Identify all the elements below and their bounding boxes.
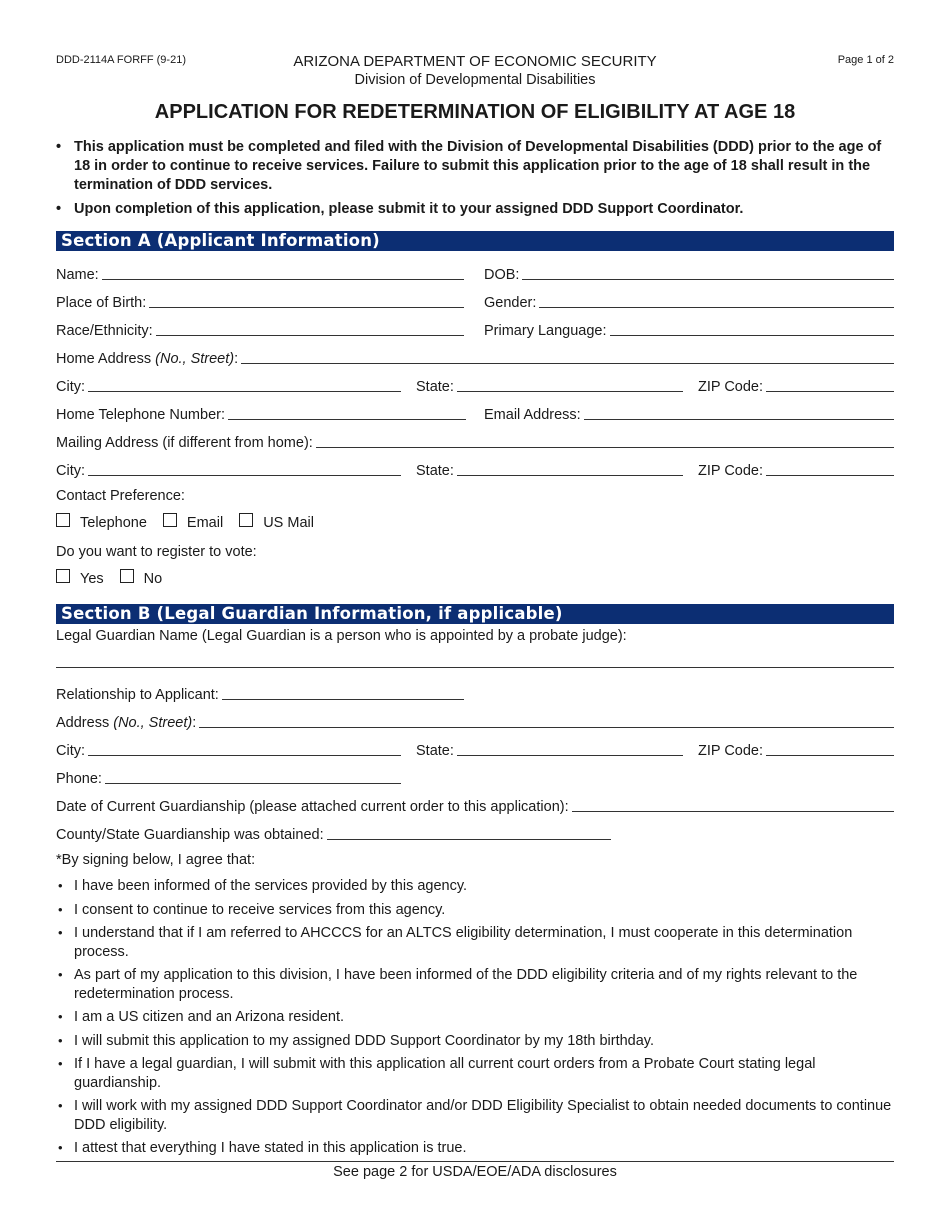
usmail-option-label: US Mail xyxy=(263,515,314,531)
agreement-item: • If I have a legal guardian, I will submit with this application all current court orders from a Probate Court stating legal guardianship. xyxy=(56,1055,894,1092)
state-label: State: xyxy=(416,379,454,395)
guardian-phone-line[interactable] xyxy=(105,769,401,784)
contact-usmail-option[interactable] xyxy=(239,515,314,531)
mailing-address-line[interactable] xyxy=(316,433,894,448)
zip-field[interactable] xyxy=(698,374,894,396)
city-label: City: xyxy=(56,379,85,395)
email-line[interactable] xyxy=(584,405,894,420)
agreement-item: • I will work with my assigned DDD Support Coordinator and/or DDD Eligibility Specialist to obtain needed documents to continue DDD eligibility. xyxy=(56,1097,894,1134)
name-label: Name: xyxy=(56,267,99,283)
mailing-city-label: City: xyxy=(56,463,85,479)
name-field[interactable] xyxy=(56,262,464,284)
race-field[interactable] xyxy=(56,318,464,340)
home-phone-line[interactable] xyxy=(228,405,466,420)
guardian-address-field[interactable] xyxy=(56,710,894,732)
home-address-line[interactable] xyxy=(241,349,894,364)
relationship-line[interactable] xyxy=(222,685,464,700)
home-phone-field[interactable] xyxy=(56,402,466,424)
mailing-zip-field[interactable] xyxy=(698,458,894,480)
form-code: DDD-2114A FORFF (9-21) xyxy=(56,54,186,66)
vote-yes-checkbox[interactable] xyxy=(56,569,70,583)
row-mailing-city-state-zip xyxy=(56,458,894,480)
row-city-state-zip xyxy=(56,374,894,396)
race-line[interactable] xyxy=(156,321,464,336)
intro-bullet: • Upon completion of this application, please submit it to your assigned DDD Support Coordinator. xyxy=(56,200,894,219)
email-label: Email Address: xyxy=(484,407,581,423)
vote-options xyxy=(56,571,178,587)
county-state-label: County/State Guardianship was obtained: xyxy=(56,827,324,843)
row-guardian-city-state-zip xyxy=(56,738,894,760)
agreement-item: • I will submit this application to my assigned DDD Support Coordinator by my 18th birthday. xyxy=(56,1032,894,1051)
guardian-address-line[interactable] xyxy=(199,713,894,728)
agreement-item: • I am a US citizen and an Arizona resident. xyxy=(56,1008,894,1027)
dob-label: DOB: xyxy=(484,267,520,283)
mailing-state-field[interactable] xyxy=(416,458,683,480)
county-state-line[interactable] xyxy=(327,825,611,840)
signing-intro: *By signing below, I agree that: xyxy=(56,852,256,868)
mailing-zip-label: ZIP Code: xyxy=(698,463,764,479)
page-number: Page 1 of 2 xyxy=(837,54,894,66)
agreement-item: • I understand that if I am referred to AHCCCS for an ALTCS eligibility determination, I must cooperate in this determination process. xyxy=(56,924,894,961)
row-relationship xyxy=(56,682,894,704)
vote-question: Do you want to register to vote: xyxy=(56,544,257,560)
primary-language-label: Primary Language: xyxy=(484,323,607,339)
vote-yes-label: Yes xyxy=(80,571,104,587)
guardian-city-label: City: xyxy=(56,743,85,759)
row-guardian-phone xyxy=(56,766,894,788)
form-title: APPLICATION FOR REDETERMINATION OF ELIGIBILITY AT AGE 18 xyxy=(154,101,796,123)
date-guardianship-label: Date of Current Guardianship (please attached current order to this application): xyxy=(56,799,569,815)
contact-preference-label: Contact Preference: xyxy=(56,488,185,504)
mailing-city-field[interactable] xyxy=(56,458,401,480)
agreement-item: • I consent to continue to receive services from this agency. xyxy=(56,901,894,920)
date-guardianship-field[interactable] xyxy=(56,794,894,816)
row-race-language xyxy=(56,318,894,340)
footer-note: See page 2 for USDA/EOE/ADA disclosures xyxy=(333,1164,617,1180)
vote-no-checkbox[interactable] xyxy=(120,569,134,583)
agreement-list xyxy=(56,877,894,1163)
guardian-name-line[interactable] xyxy=(56,667,894,668)
mailing-address-label: Mailing Address (if different from home): xyxy=(56,435,313,451)
vote-yes-option[interactable] xyxy=(56,571,104,587)
guardian-city-line[interactable] xyxy=(88,741,401,756)
race-label: Race/Ethnicity: xyxy=(56,323,153,339)
agreement-item: • I have been informed of the services provided by this agency. xyxy=(56,877,894,896)
row-guardian-address xyxy=(56,710,894,732)
home-address-label: Home Address (No., Street): xyxy=(56,351,239,367)
zip-line[interactable] xyxy=(766,377,894,392)
telephone-checkbox[interactable] xyxy=(56,513,70,527)
row-home-address xyxy=(56,346,894,368)
guardian-state-label: State: xyxy=(416,743,454,759)
mailing-city-line[interactable] xyxy=(88,461,401,476)
vote-no-label: No xyxy=(143,571,163,587)
mailing-address-field[interactable] xyxy=(56,430,894,452)
dob-field[interactable] xyxy=(484,262,894,284)
row-county-state xyxy=(56,822,894,844)
primary-language-field[interactable] xyxy=(484,318,894,340)
place-of-birth-line[interactable] xyxy=(149,293,464,308)
guardian-zip-field[interactable] xyxy=(698,738,894,760)
email-option-label: Email xyxy=(186,515,224,531)
guardian-zip-line[interactable] xyxy=(766,741,894,756)
name-line[interactable] xyxy=(102,265,464,280)
mailing-state-line[interactable] xyxy=(457,461,683,476)
guardian-city-field[interactable] xyxy=(56,738,401,760)
gender-label: Gender: xyxy=(484,295,537,311)
vote-no-option[interactable] xyxy=(120,571,163,587)
gender-field[interactable] xyxy=(484,290,894,312)
agency-name: ARIZONA DEPARTMENT OF ECONOMIC SECURITY xyxy=(293,53,657,70)
row-date-guardianship xyxy=(56,794,894,816)
row-birth-gender xyxy=(56,290,894,312)
state-line[interactable] xyxy=(457,377,683,392)
agreement-item: • I attest that everything I have stated in this application is true. xyxy=(56,1139,894,1158)
guardian-phone-label: Phone: xyxy=(56,771,102,787)
primary-language-line[interactable] xyxy=(610,321,894,336)
row-phone-email xyxy=(56,402,894,424)
contact-telephone-option[interactable] xyxy=(56,515,147,531)
guardian-state-line[interactable] xyxy=(457,741,683,756)
home-address-field[interactable] xyxy=(56,346,894,368)
intro-bullets xyxy=(56,138,894,224)
telephone-option-label: Telephone xyxy=(80,515,147,531)
contact-preference-options xyxy=(56,515,330,531)
place-of-birth-field[interactable] xyxy=(56,290,464,312)
zip-label: ZIP Code: xyxy=(698,379,764,395)
city-field[interactable] xyxy=(56,374,401,396)
home-phone-label: Home Telephone Number: xyxy=(56,407,225,423)
relationship-field[interactable] xyxy=(56,682,464,704)
guardian-address-label: Address (No., Street): xyxy=(56,715,197,731)
place-of-birth-label: Place of Birth: xyxy=(56,295,147,311)
intro-bullet: • This application must be completed and filed with the Division of Developmental Disabilities (DDD) prior to the age of 18 in order to continue to receive services. Failure to submit this application prior to the age of 18 shall result in the termination of DDD services. xyxy=(56,138,894,195)
guardian-name-label: Legal Guardian Name (Legal Guardian is a person who is appointed by a probate judge): xyxy=(56,628,627,644)
contact-email-option[interactable] xyxy=(163,515,223,531)
mailing-zip-line[interactable] xyxy=(766,461,894,476)
date-guardianship-line[interactable] xyxy=(572,797,894,812)
relationship-label: Relationship to Applicant: xyxy=(56,687,219,703)
section-a-header: Section A (Applicant Information) xyxy=(56,231,894,251)
state-field[interactable] xyxy=(416,374,683,396)
division-name: Division of Developmental Disabilities xyxy=(354,72,596,88)
usmail-checkbox[interactable] xyxy=(239,513,253,527)
guardian-phone-field[interactable] xyxy=(56,766,401,788)
mailing-state-label: State: xyxy=(416,463,454,479)
agreement-item: • As part of my application to this division, I have been informed of the DDD eligibility criteria and of my rights relevant to the redetermination process. xyxy=(56,966,894,1003)
city-line[interactable] xyxy=(88,377,401,392)
section-b-header: Section B (Legal Guardian Information, if applicable) xyxy=(56,604,894,624)
row-mailing-address xyxy=(56,430,894,452)
guardian-zip-label: ZIP Code: xyxy=(698,743,764,759)
dob-line[interactable] xyxy=(522,265,894,280)
county-state-field[interactable] xyxy=(56,822,611,844)
gender-line[interactable] xyxy=(539,293,894,308)
footer-divider xyxy=(56,1161,894,1162)
guardian-state-field[interactable] xyxy=(416,738,683,760)
email-field[interactable] xyxy=(484,402,894,424)
email-checkbox[interactable] xyxy=(163,513,177,527)
row-name-dob xyxy=(56,262,894,284)
